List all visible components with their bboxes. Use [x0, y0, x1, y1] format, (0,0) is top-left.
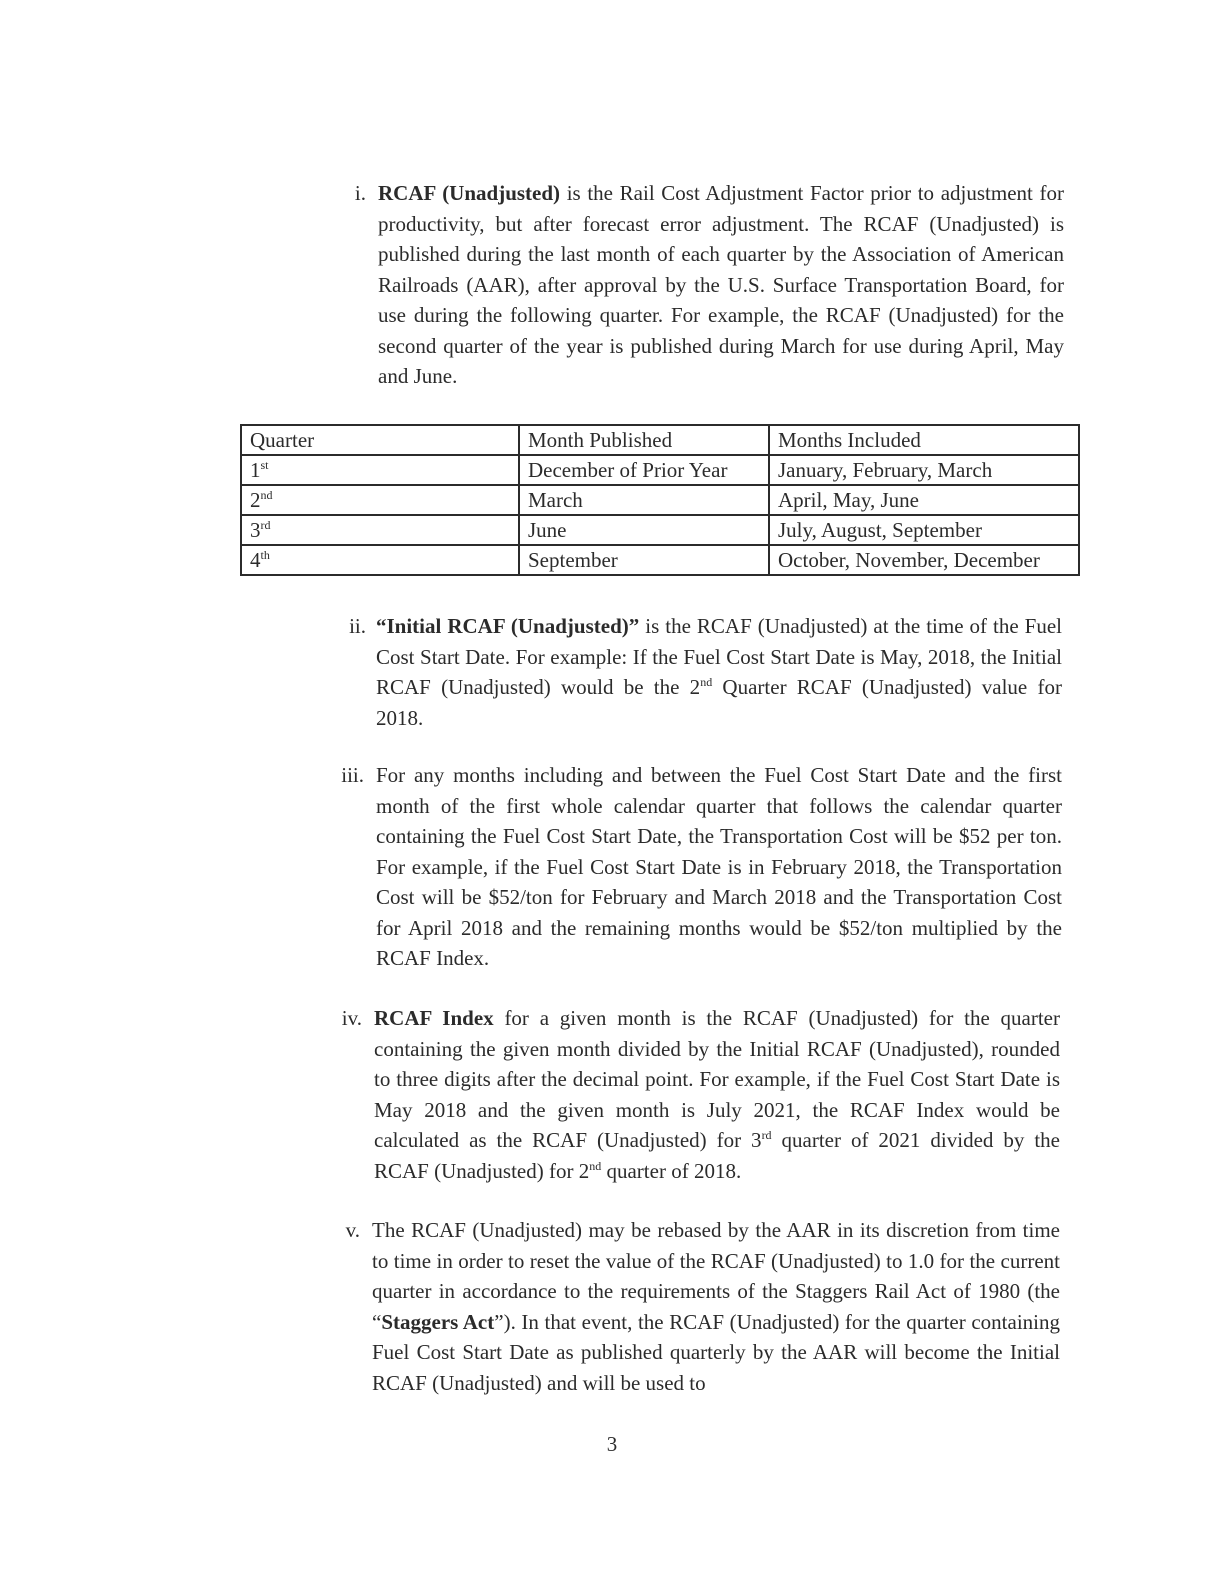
item-text: RCAF Index for a given month is the RCAF (Unadjusted) for the quarter containing the given month divided by the Initial RCAF (Unadjusted), rounded to three digits after the decimal point. For example, if the Fuel Cost Start Date is May 2018 and the given month is July 2021, the RCAF Index would be calculated as the RCAF (Unadjusted) for 3rd quarter of 2021 divided by the RCAF (Unadjusted) for 2nd quarter of 2018.: [374, 1006, 1060, 1183]
table-header-row: [241, 425, 1079, 455]
included-cell: July, August, September: [769, 515, 1079, 545]
item-number: iv.: [341, 1006, 362, 1030]
quarter-cell: 1st: [241, 455, 519, 485]
published-cell: June: [519, 515, 769, 545]
table-row: [241, 485, 1079, 515]
item-number: ii.: [349, 614, 366, 638]
included-cell: October, November, December: [769, 545, 1079, 575]
item-number: i.: [354, 181, 366, 205]
quarter-cell: 2nd: [241, 485, 519, 515]
quarter-cell: 4th: [241, 545, 519, 575]
header-month-published: Month Published: [519, 425, 769, 455]
header-months-included: Months Included: [769, 425, 1079, 455]
included-cell: January, February, March: [769, 455, 1079, 485]
defined-term: RCAF (Unadjusted): [378, 181, 561, 205]
page-number: 3: [606, 1432, 618, 1456]
published-cell: December of Prior Year: [519, 455, 769, 485]
table-row: [241, 545, 1079, 575]
header-quarter: Quarter: [241, 425, 519, 455]
item-number: v.: [345, 1218, 360, 1242]
defined-term: “Initial RCAF (Unadjusted)”: [376, 614, 640, 638]
item-text: “Initial RCAF (Unadjusted)” is the RCAF (Unadjusted) at the time of the Fuel Cost Start Date. For example: If the Fuel Cost Start Date is May, 2018, the Initial RCAF (Unadjusted) would be the 2nd Quarter RCAF (Unadjusted) value for 2018.: [376, 614, 1062, 730]
quarter-table: [240, 424, 1080, 576]
defined-term: RCAF Index: [374, 1006, 494, 1030]
table-row: [241, 515, 1079, 545]
defined-term: Staggers Act: [381, 1309, 495, 1334]
table-row: [241, 455, 1079, 485]
published-cell: September: [519, 545, 769, 575]
item-text: For any months including and between the Fuel Cost Start Date and the first month of the first whole calendar quarter that follows the calendar quarter containing the Fuel Cost Start Date, the Transportation Cost will be $52 per ton. For example, if the Fuel Cost Start Date is in February 2018, the Transportation Cost will be $52/ton for February and March 2018 and the Transportation Cost for April 2018 and the remaining months would be $52/ton multiplied by the RCAF Index.: [376, 763, 1062, 970]
published-cell: March: [519, 485, 769, 515]
item-text: The RCAF (Unadjusted) may be rebased by the AAR in its discretion from time to time in order to reset the value of the RCAF (Unadjusted) to 1.0 for the current quarter in accordance to the requirements of the Staggers Rail Act of 1980 (the “Staggers Act”). In that event, the RCAF (Unadjusted) for the quarter containing Fuel Cost Start Date as published quarterly by the AAR will become the Initial RCAF (Unadjusted) and will be used to: [372, 1218, 1060, 1395]
item-number: iii.: [341, 763, 364, 787]
quarter-cell: 3rd: [241, 515, 519, 545]
item-text: RCAF (Unadjusted) is the Rail Cost Adjustment Factor prior to adjustment for productivity, but after forecast error adjustment. The RCAF (Unadjusted) is published during the last month of each quarter by the Association of American Railroads (AAR), after approval by the U.S. Surface Transportation Board, for use during the following quarter. For example, the RCAF (Unadjusted) for the second quarter of the year is published during March for use during April, May and June.: [378, 181, 1064, 388]
included-cell: April, May, June: [769, 485, 1079, 515]
